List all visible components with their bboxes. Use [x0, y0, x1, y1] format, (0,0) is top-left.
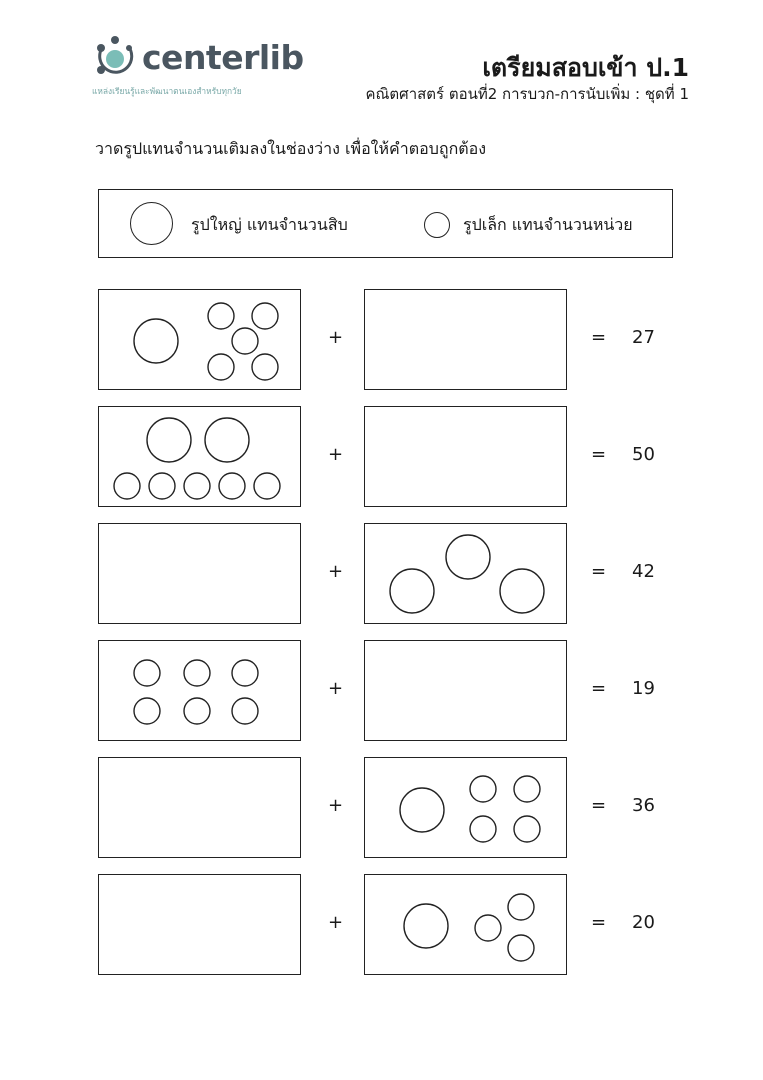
small-circle-icon — [508, 894, 534, 920]
equals-sign: = — [591, 795, 607, 816]
small-circle-icon — [184, 698, 210, 724]
picture-box-left — [98, 406, 301, 507]
small-circle-icon — [475, 915, 501, 941]
picture-box-left — [98, 289, 301, 390]
big-circle-icon — [500, 569, 544, 613]
small-circle-icon — [514, 816, 540, 842]
circles-group — [365, 758, 566, 857]
circles-group — [99, 407, 300, 506]
big-circle-icon — [205, 418, 249, 462]
problem-row — [0, 523, 763, 625]
logo-wordmark: centerlib — [142, 38, 304, 77]
logo-tagline: แหล่งเรียนรู้และพัฒนาตนเองสำหรับทุกวัย — [92, 86, 242, 96]
answer-box-left[interactable] — [98, 523, 301, 624]
plus-sign: + — [328, 912, 344, 933]
answer-value: 42 — [632, 561, 655, 582]
small-circle-icon — [232, 660, 258, 686]
big-circle-icon — [130, 202, 173, 245]
small-circle-icon — [508, 935, 534, 961]
small-circle-icon — [254, 473, 280, 499]
answer-value: 36 — [632, 795, 655, 816]
big-circle-icon — [147, 418, 191, 462]
small-circle-icon — [134, 660, 160, 686]
small-circle-icon — [208, 354, 234, 380]
plus-sign: + — [328, 561, 344, 582]
circles-group — [99, 641, 300, 740]
picture-box-right — [364, 523, 567, 624]
small-circle-icon — [514, 776, 540, 802]
equals-sign: = — [591, 327, 607, 348]
legend-box — [98, 189, 673, 258]
plus-sign: + — [328, 678, 344, 699]
small-circle-icon — [470, 776, 496, 802]
circles-group — [99, 290, 300, 389]
small-circle-icon — [232, 698, 258, 724]
equals-sign: = — [591, 444, 607, 465]
big-circle-icon — [404, 904, 448, 948]
big-circle-icon — [400, 788, 444, 832]
legend-small-label: รูปเล็ก แทนจำนวนหน่วย — [463, 215, 633, 234]
problem-row — [0, 406, 763, 508]
answer-value: 27 — [632, 327, 655, 348]
problem-row — [0, 289, 763, 391]
answer-box-right[interactable] — [364, 289, 567, 390]
circles-group — [365, 524, 566, 623]
page-subtitle: คณิตศาสตร์ ตอนที่2 การบวก-การนับเพิ่ม : ชุดที่ 1 — [365, 85, 689, 103]
small-circle-icon — [470, 816, 496, 842]
answer-box-right[interactable] — [364, 640, 567, 741]
picture-box-right — [364, 757, 567, 858]
big-circle-icon — [134, 319, 178, 363]
problem-row — [0, 640, 763, 742]
equals-sign: = — [591, 678, 607, 699]
small-circle-icon — [149, 473, 175, 499]
page-title: เตรียมสอบเข้า ป.1 — [482, 53, 689, 82]
logo-molecule-icon — [92, 36, 138, 82]
small-circle-icon — [424, 212, 450, 238]
big-circle-icon — [446, 535, 490, 579]
small-circle-icon — [219, 473, 245, 499]
small-circle-icon — [232, 328, 258, 354]
small-circle-icon — [114, 473, 140, 499]
plus-sign: + — [328, 444, 344, 465]
small-circle-icon — [184, 660, 210, 686]
circles-group — [365, 875, 566, 974]
small-circle-icon — [208, 303, 234, 329]
answer-box-right[interactable] — [364, 406, 567, 507]
problem-row — [0, 874, 763, 976]
answer-value: 20 — [632, 912, 655, 933]
plus-sign: + — [328, 795, 344, 816]
big-circle-icon — [390, 569, 434, 613]
picture-box-left — [98, 640, 301, 741]
problem-row — [0, 757, 763, 859]
small-circle-icon — [252, 354, 278, 380]
small-circle-icon — [134, 698, 160, 724]
plus-sign: + — [328, 327, 344, 348]
answer-value: 19 — [632, 678, 655, 699]
answer-value: 50 — [632, 444, 655, 465]
small-circle-icon — [184, 473, 210, 499]
legend-big-label: รูปใหญ่ แทนจำนวนสิบ — [191, 215, 348, 234]
picture-box-right — [364, 874, 567, 975]
small-circle-icon — [252, 303, 278, 329]
centerlib-logo — [92, 36, 322, 106]
answer-box-left[interactable] — [98, 757, 301, 858]
equals-sign: = — [591, 912, 607, 933]
instruction-text: วาดรูปแทนจำนวนเติมลงในช่องว่าง เพื่อให้คำตอบถูกต้อง — [95, 139, 487, 158]
answer-box-left[interactable] — [98, 874, 301, 975]
equals-sign: = — [591, 561, 607, 582]
